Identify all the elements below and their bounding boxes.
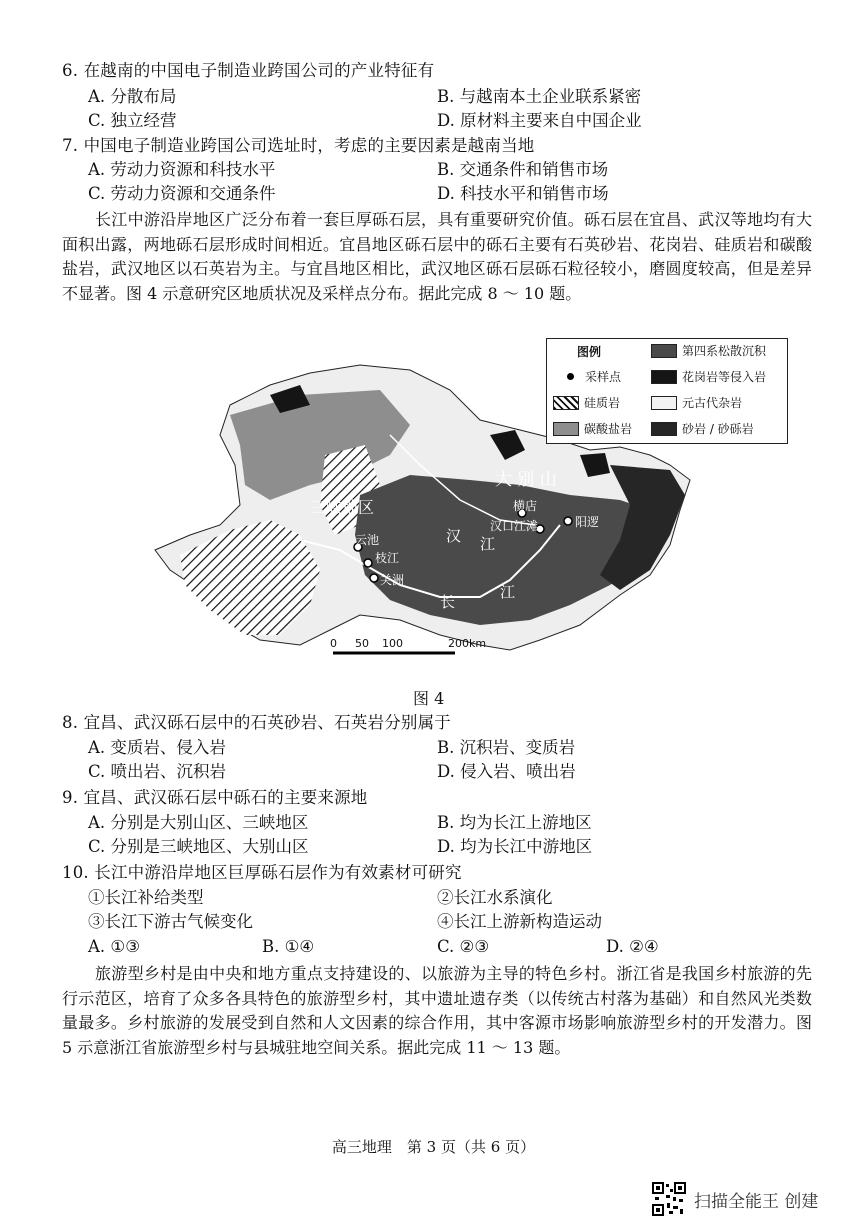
swatch-siliceous	[553, 396, 579, 410]
q9-option-a: A. 分别是大别山区、三峡地区	[88, 813, 309, 832]
label-yangluo: 阳逻	[575, 515, 600, 529]
scale-tick-50: 50	[355, 637, 369, 650]
label-guanzhou: 关洲	[380, 573, 405, 587]
q9-option-d: D. 均为长江中游地区	[437, 837, 593, 856]
q6-option-b: B. 与越南本土企业联系紧密	[437, 87, 642, 106]
label-han: 汉	[446, 527, 462, 545]
swatch-quaternary	[651, 344, 677, 358]
q7-option-a: A. 劳动力资源和科技水平	[88, 160, 276, 179]
map-legend	[546, 338, 788, 444]
q8-stem: 8. 宜昌、武汉砾石层中的石英砂岩、石英岩分别属于	[62, 713, 451, 732]
legend-carbonate-label: 碳酸盐岩	[584, 422, 633, 436]
q8-option-b: B. 沉积岩、变质岩	[437, 738, 576, 757]
scale-tick-0: 0	[330, 637, 337, 650]
sample-point-zhijiang	[364, 559, 372, 567]
legend-quaternary	[651, 342, 766, 359]
label-chang: 长	[440, 593, 456, 611]
q6-stem: 6. 在越南的中国电子制造业跨国公司的产业特征有	[62, 61, 435, 80]
scanner-stamp	[652, 1182, 818, 1216]
legend-siliceous	[553, 394, 620, 411]
label-hengdian: 横店	[513, 499, 538, 513]
scale-tick-200: 200km	[448, 637, 487, 650]
sample-point-guanzhou	[370, 574, 378, 582]
q10-option-a: A. ①③	[88, 937, 140, 956]
q10-item-2: ②长江水系演化	[437, 888, 553, 907]
q6-option-d: D. 原材料主要来自中国企业	[437, 111, 642, 130]
legend-sandstone	[651, 420, 754, 437]
swatch-granite	[651, 370, 677, 384]
passage-rural-tourism: 旅游型乡村是由中央和地方重点支持建设的、以旅游为主导的特色乡村。浙江省是我国乡村旅游的先行示范区，培育了众多各具特色的旅游型乡村，其中遗址遗存类（以传统古村落为基础）和自然风光类数量最多。乡村旅游的发展受到自然和人文因素的综合作用，其中客源市场影响旅游型乡村的开发潜力。图 5 示意浙江省旅游型乡村与县城驻地空间关系。据此完成 11 ～ 13 题。	[62, 964, 812, 1057]
legend-granite-label: 花岗岩等侵入岩	[682, 370, 767, 384]
label-jiang-1: 江	[480, 535, 496, 553]
q9-stem: 9. 宜昌、武汉砾石层中砾石的主要来源地	[62, 788, 368, 807]
q7-option-d: D. 科技水平和销售市场	[437, 184, 609, 203]
q10-option-b: B. ①④	[262, 937, 315, 956]
scanner-stamp-text: 扫描全能王 创建	[694, 1191, 819, 1212]
page-footer: 高三地理 第 3 页（共 6 页）	[331, 1138, 536, 1156]
q6-option-c: C. 独立经营	[88, 111, 177, 130]
swatch-proterozoic	[651, 396, 677, 410]
label-dabie: 大 别 山	[495, 470, 557, 490]
legend-proterozoic	[651, 394, 742, 411]
swatch-carbonate	[553, 422, 579, 436]
swatch-sandstone	[651, 422, 677, 436]
legend-carbonate	[553, 420, 632, 437]
q10-item-4: ④长江上游新构造运动	[437, 912, 602, 931]
q10-option-c: C. ②③	[437, 937, 490, 956]
q10-item-1: ①长江补给类型	[88, 888, 204, 907]
label-hankou: 汉口江滩	[490, 519, 539, 533]
q10-item-3: ③长江下游古气候变化	[88, 912, 253, 931]
legend-title: 图例	[577, 345, 602, 359]
label-yunchi: 云池	[355, 533, 380, 547]
legend-quaternary-label: 第四系松散沉积	[682, 344, 767, 358]
swatch-sample-dot	[567, 373, 574, 380]
legend-siliceous-label: 硅质岩	[584, 396, 621, 410]
q10-option-d: D. ②④	[606, 937, 659, 956]
q8-option-c: C. 喷出岩、沉积岩	[88, 762, 227, 781]
legend-sample-label: 采样点	[585, 370, 622, 384]
q9-option-b: B. 均为长江上游地区	[437, 813, 592, 832]
legend-granite	[651, 368, 766, 385]
qr-code-icon	[652, 1182, 686, 1216]
figure-caption: 图 4	[413, 689, 445, 708]
legend-sample	[561, 368, 621, 385]
label-sanxia: 三峡地区	[310, 498, 375, 517]
label-jiang-2: 江	[500, 583, 516, 601]
label-zhijiang: 枝江	[375, 551, 400, 565]
q6-option-a: A. 分散布局	[88, 87, 177, 106]
passage-gravel: 长江中游沿岸地区广泛分布着一套巨厚砾石层，具有重要研究价值。砾石层在宜昌、武汉等地均有大面积出露，两地砾石层形成时间相近。宜昌地区砾石层中的砾石主要有石英砂岩、花岗岩、硅质岩和碳酸盐岩，武汉地区以石英岩为主。与宜昌地区相比，武汉地区砾石层砾石粒径较小，磨圆度较高，但是差异不显著。图 4 示意研究区地质状况及采样点分布。据此完成 8 ～ 10 题。	[62, 210, 812, 303]
q7-option-b: B. 交通条件和销售市场	[437, 160, 609, 179]
q9-option-c: C. 分别是三峡地区、大别山区	[88, 837, 309, 856]
q8-option-a: A. 变质岩、侵入岩	[88, 738, 226, 757]
q10-stem: 10. 长江中游沿岸地区巨厚砾石层作为有效素材可研究	[62, 863, 462, 882]
scale-tick-100: 100	[382, 637, 403, 650]
q8-option-d: D. 侵入岩、喷出岩	[437, 762, 576, 781]
legend-sandstone-label: 砂岩 / 砂砾岩	[682, 422, 754, 436]
sample-point-yangluo	[564, 517, 572, 525]
q7-option-c: C. 劳动力资源和交通条件	[88, 184, 276, 203]
legend-proterozoic-label: 元古代杂岩	[682, 396, 743, 410]
q7-stem: 7. 中国电子制造业跨国公司选址时，考虑的主要因素是越南当地	[62, 136, 535, 155]
